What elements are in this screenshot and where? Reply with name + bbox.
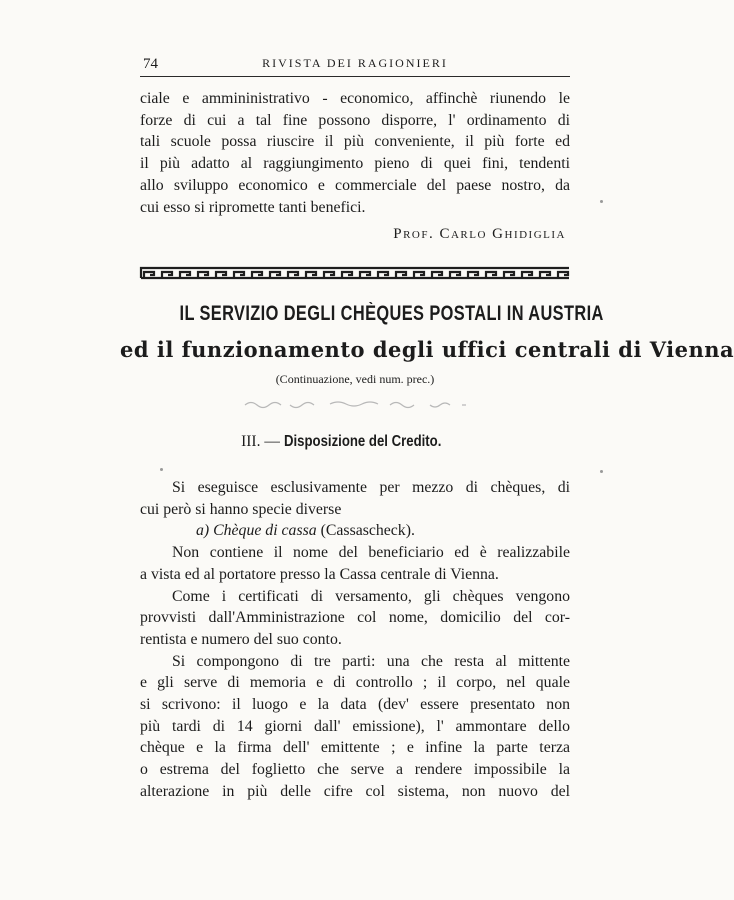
section-number: III. —	[241, 433, 280, 450]
section-heading	[140, 433, 570, 451]
article-title: IL SERVIZIO DEGLI CHÈQUES POSTALI IN AUSTRIA	[179, 302, 604, 325]
text-line: rentista e numero del suo conto.	[140, 630, 342, 648]
text-line: cui però si hanno specie diverse	[140, 500, 342, 518]
text-line: Si compongono di tre parti: una che resta al mittente	[172, 652, 570, 670]
decorative-ornament	[240, 400, 470, 410]
margin-mark	[160, 468, 163, 471]
text-line: forze di cui a tal fine possono disporre, l' ordinamento di	[140, 111, 570, 129]
running-title: RIVISTA DEI RAGIONIERI	[262, 56, 448, 70]
list-item-a	[140, 520, 570, 542]
greek-key-pattern	[141, 268, 569, 278]
text-line: Non contiene il nome del beneficiario ed è realizzabile	[172, 544, 570, 562]
margin-mark	[600, 470, 603, 473]
text-line: a vista ed al portatore presso la Cassa centrale di Vienna.	[140, 565, 499, 583]
text-line: più tardi di 14 giorni dall' emissione), l' ammontare dello	[140, 717, 570, 735]
text-line: ciale e ammininistrativo - economico, affinchè riunendo le	[140, 90, 570, 107]
text-line: il più adatto al raggiungimento pieno di quei fini, tendenti	[140, 155, 570, 173]
continuation-note: (Continuazione, vedi num. prec.)	[275, 372, 435, 386]
text-line: si scrivono: il luogo e la data (dev' essere presentato non	[140, 696, 570, 714]
section-title: Disposizione del Credito.	[283, 433, 442, 450]
item-a-text: (Cassascheck).	[320, 522, 415, 540]
text-line: cui esso si ripromette tanti benefici.	[140, 198, 366, 216]
text-line: alterazione in più delle cifre col sistema, non nuovo del	[140, 782, 570, 800]
page-header	[140, 52, 570, 72]
body-section	[140, 477, 570, 803]
text-line: provvisti dall'Amministrazione col nome, domicilio del cor-	[140, 609, 570, 627]
article-subtitle: ed il funzionamento degli uffici centrali di Vienna	[120, 337, 734, 362]
greek-key-divider	[140, 266, 570, 280]
margin-mark	[600, 200, 603, 203]
text-line: e gli serve di memoria e di controllo ; il corpo, nel quale	[140, 674, 570, 692]
author-signature: Prof. Carlo Ghidiglia	[393, 226, 566, 242]
item-a-label: a) Chèque di cassa	[196, 522, 317, 540]
text-line: Si eseguisce esclusivamente per mezzo di chèques, di	[172, 479, 570, 496]
text-line: allo sviluppo economico e commerciale del paese nostro, da	[140, 176, 570, 194]
text-line: o estrema del foglietto che serve a rendere impossibile la	[140, 761, 570, 779]
text-line: chèque e la firma dell' emittente ; e infine la parte terza	[140, 739, 570, 757]
header-rule	[140, 76, 570, 77]
text-line: Come i certificati di versamento, gli chèques vengono	[172, 587, 570, 605]
page-number: 74	[143, 56, 158, 72]
text-line: tali scuole possa riuscire il più conveniente, il più forte ed	[140, 133, 570, 151]
intro-paragraph	[140, 88, 570, 218]
